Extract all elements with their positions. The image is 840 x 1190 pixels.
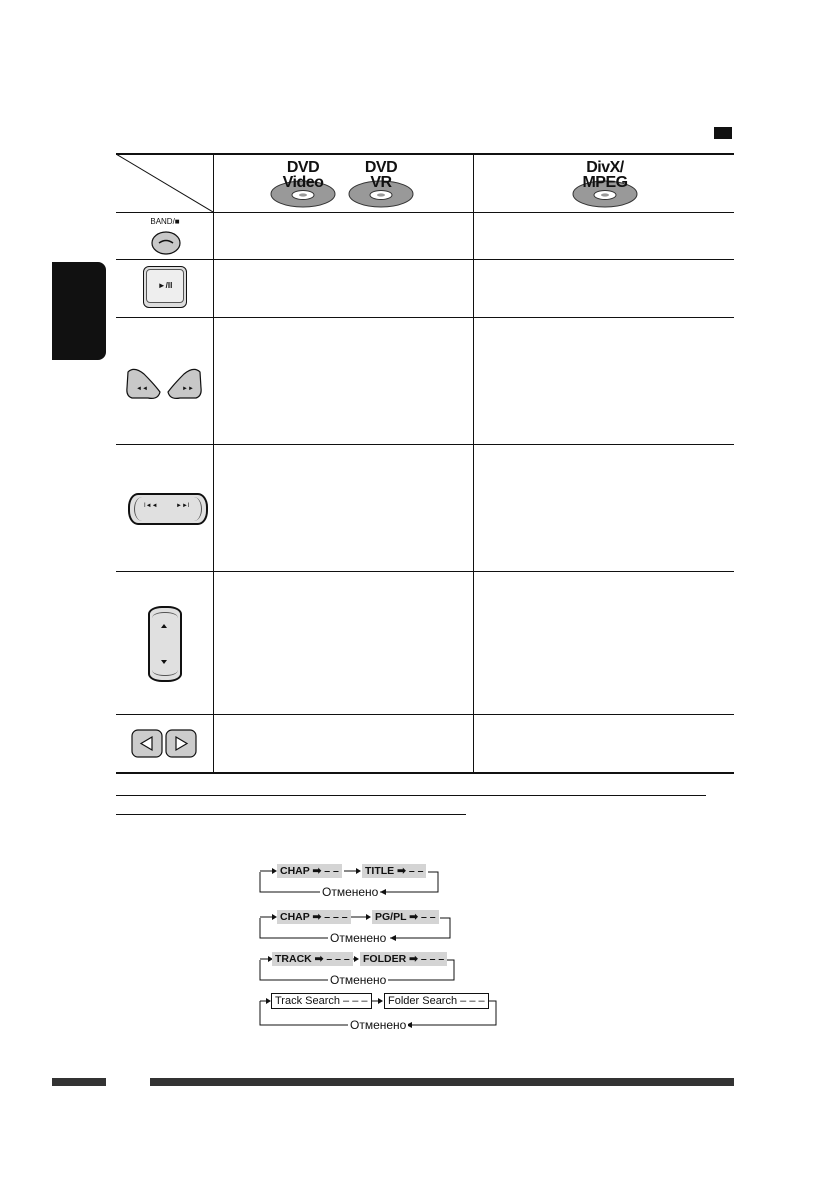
band-button-label: BAND/■	[150, 217, 180, 226]
dvd-video-label-bottom: Video	[282, 174, 324, 191]
right-arrow-icon: ➡	[312, 911, 322, 923]
header-diagonal	[116, 154, 213, 212]
flow2-cancel: Отменено	[330, 931, 387, 945]
dvd-vr-label-bottom: VR	[370, 174, 392, 191]
play-pause-button-icon	[143, 266, 187, 308]
flow-dvd-video	[258, 860, 458, 900]
play-pause-label: ►/II	[157, 281, 173, 290]
footer-bar-left	[52, 1078, 106, 1086]
right-arrow-icon: ➡	[409, 911, 419, 923]
flow2-step2: PG/PL ➡ – –	[372, 910, 439, 924]
dvd-vr-label-top: DVD	[364, 159, 398, 176]
flow3-step2: FOLDER ➡ – – –	[360, 952, 447, 966]
section-marker	[714, 127, 732, 139]
next-label: ►►I	[176, 503, 190, 509]
flow4-step1: Track Search – – –	[271, 993, 372, 1009]
prev-next-rocker-icon	[128, 493, 208, 525]
footer-bar-right	[150, 1078, 734, 1086]
rewind-label: ◄◄	[136, 386, 148, 392]
dvd-video-label-top: DVD	[286, 159, 320, 176]
flow3-cancel: Отменено	[330, 973, 387, 987]
left-right-buttons-icon	[131, 729, 197, 759]
divx-mpeg-disc-icon	[570, 160, 640, 210]
flow1-cancel: Отменено	[322, 885, 379, 899]
right-arrow-icon: ➡	[314, 953, 324, 965]
underline-rule-1	[116, 795, 706, 796]
flow4-step2: Folder Search – – –	[384, 993, 489, 1009]
flow-dvd-vr	[258, 906, 458, 946]
right-arrow-icon: ➡	[409, 953, 418, 965]
right-arrow-icon: ➡	[397, 865, 406, 877]
underline-rule-2	[116, 814, 466, 815]
side-language-tab	[52, 262, 106, 360]
flow1-step2: TITLE ➡ – –	[362, 864, 426, 878]
flow1-step1: CHAP ➡ – –	[277, 864, 342, 878]
up-down-rocker-icon	[148, 606, 182, 682]
flow3-step1: TRACK ➡ – – –	[272, 952, 353, 966]
fastforward-label: ►►	[182, 386, 194, 392]
up-arrow-icon	[161, 624, 167, 628]
divx-mpeg-label-bottom: MPEG	[582, 174, 628, 191]
flow-divx-mpeg	[258, 948, 458, 988]
flow4-cancel: Отменено	[350, 1018, 407, 1032]
prev-label: I◄◄	[144, 503, 158, 509]
down-arrow-icon	[161, 660, 167, 664]
dvd-vr-disc-icon	[346, 160, 416, 210]
flow2-step1: CHAP ➡ – – –	[277, 910, 351, 924]
band-stop-button-icon	[140, 217, 190, 257]
rewind-fastforward-buttons-icon	[124, 362, 204, 402]
divx-mpeg-label-top: DivX/	[586, 159, 624, 176]
right-arrow-icon: ➡	[312, 865, 322, 877]
flow-text-search	[258, 990, 503, 1032]
dvd-video-disc-icon	[268, 160, 338, 210]
